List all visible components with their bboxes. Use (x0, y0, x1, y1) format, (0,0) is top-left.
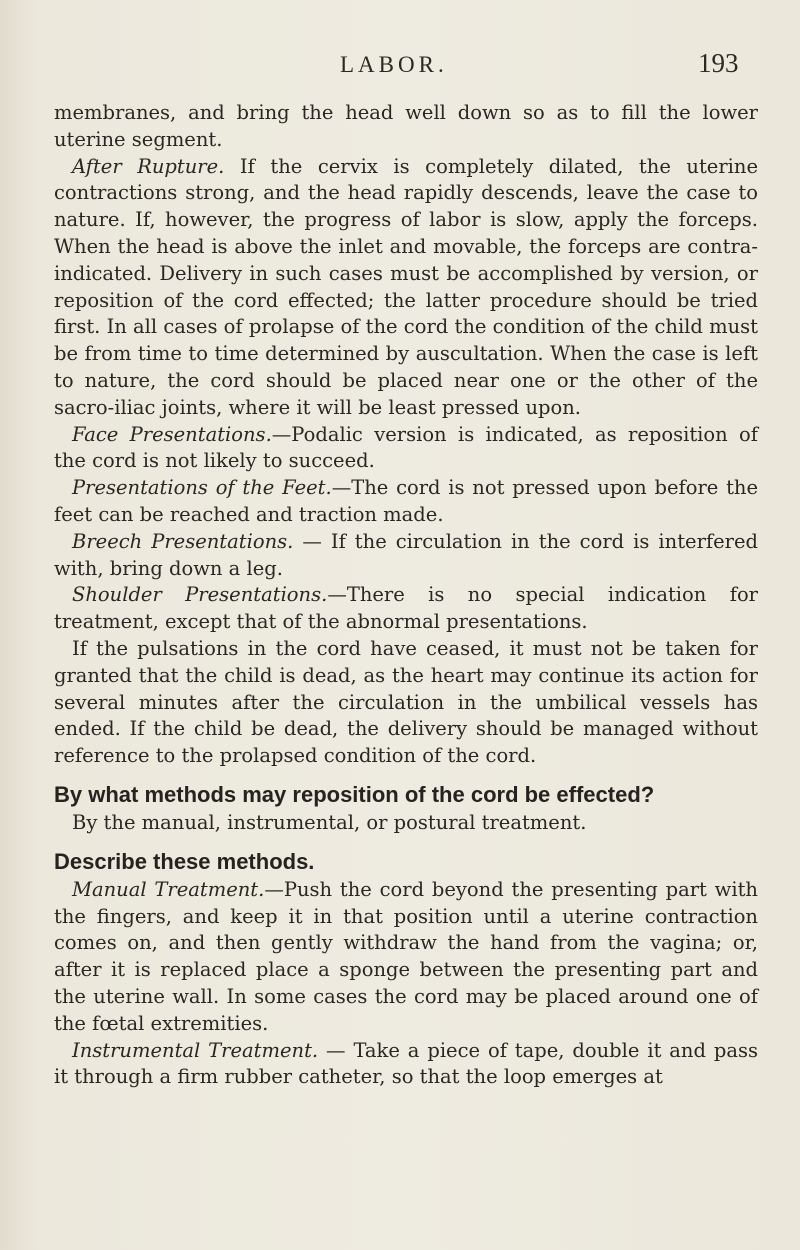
question-heading: Describe these methods. (54, 848, 315, 874)
subheading: Instrumental Treatment. (72, 1038, 319, 1062)
paragraph: Shoulder Presentations.—There is no special indication for treatment, except that of the abnormal presentations. (54, 583, 759, 634)
paragraph: After Rupture. If the cervix is completely dilated, the uterine contractions strong, and the head rapidly descends, leave the case to nature. If, however, the progress of labor is slow, apply the forceps. When the head is above the inlet and movable, the forceps are contra-indicated. Delivery in such cases must be accomplished by version, or reposition of the cord effected; the latter procedure should be tried first. In all cases of prolapse of the cord the condition of the child must be from time to time determined by auscultation. When the case is left to nature, the cord should be placed near one or the other of the sacro-iliac joints, where it will be least pressed upon. (54, 154, 758, 419)
paragraph: Manual Treatment.—Push the cord beyond the presenting part with the fingers, and keep it in that position until a uterine contraction comes on, and then gently withdraw the hand from the vagina; or, after it is replaced place a sponge between the presenting part and the uterine wall. In some cases the cord may be placed around one of the fœtal extremities. (54, 877, 758, 1035)
running-title: LABOR. (340, 52, 448, 77)
page-body (54, 100, 758, 1091)
subheading: Presentations of the Feet. (72, 476, 332, 500)
answer: By the manual, instrumental, or postural treatment. (72, 810, 587, 834)
paragraph: Presentations of the Feet.—The cord is not pressed upon before the feet can be reached and traction made. (54, 476, 758, 526)
subheading: Manual Treatment. (72, 877, 265, 901)
page-number: 193 (698, 48, 739, 78)
subheading: Breech Presentations. (72, 529, 294, 553)
running-head (0, 48, 800, 82)
paragraph: membranes, and bring the head well down so as to fill the lower uterine segment. (54, 101, 758, 151)
paragraph: Breech Presentations. — If the circulation in the cord is interfered with, bring down a leg. (54, 529, 758, 580)
subheading: Face Presentations. (72, 422, 272, 446)
paragraph: Instrumental Treatment. — Take a piece of tape, double it and pass it through a firm rubber catheter, so that the loop emerges at (54, 1038, 758, 1089)
question-heading: By what methods may reposition of the cord be effected? (54, 781, 655, 807)
subheading: After Rupture. (72, 154, 225, 178)
paragraph: If the pulsations in the cord have ceased, it must not be taken for granted that the child is dead, as the heart may continue its action for several minutes after the circulation in the umbilical vessels has ended. If the child be dead, the delivery should be managed without reference to the prolapsed condition of the cord. (54, 636, 758, 768)
paragraph: Face Presentations.—Podalic version is indicated, as reposition of the cord is not likely to succeed. (54, 422, 759, 473)
subheading: Shoulder Presentations. (72, 583, 328, 607)
